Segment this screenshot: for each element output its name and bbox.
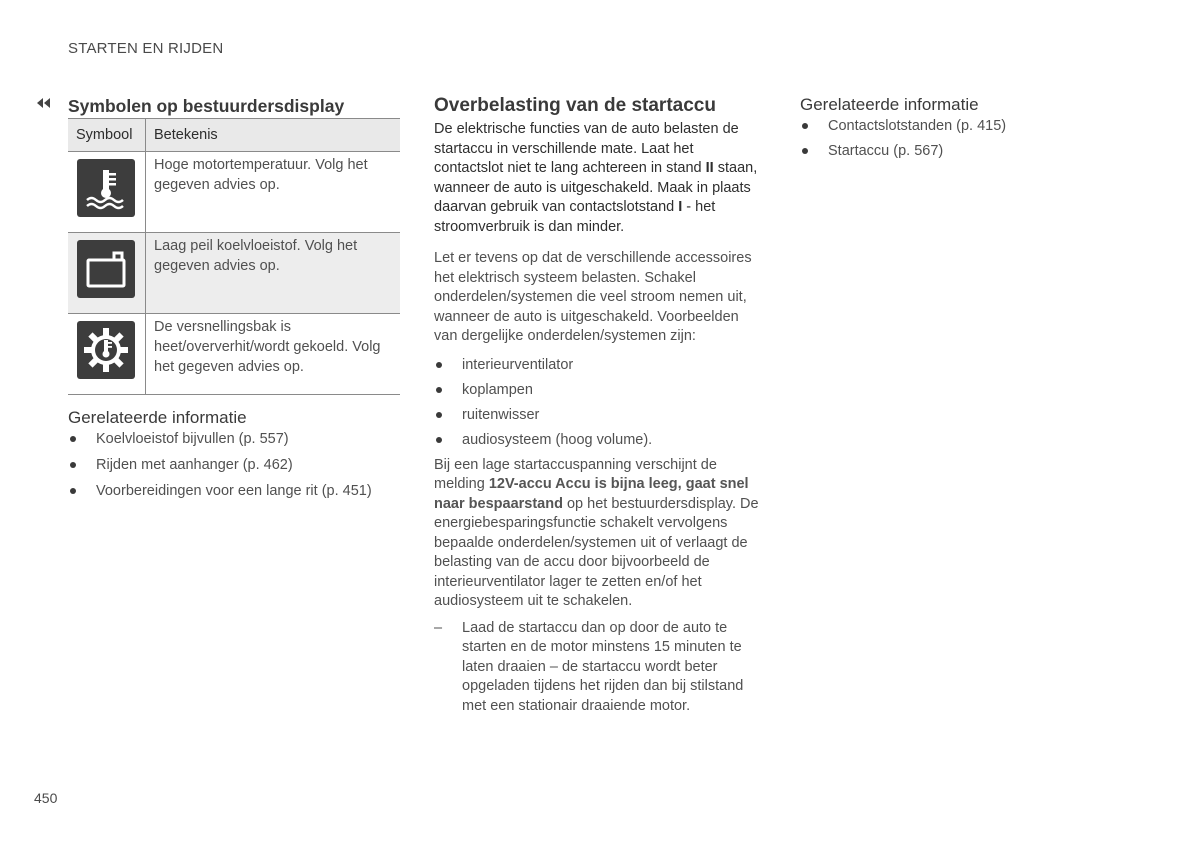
table-row	[68, 152, 400, 233]
step-marker: –	[434, 619, 443, 636]
table-header-row	[68, 119, 400, 152]
coolant-level-icon	[77, 240, 135, 298]
symbols-table	[68, 118, 400, 395]
battery-overload-section	[434, 94, 766, 716]
table-header-symbol: Symbool	[68, 119, 146, 152]
list-item[interactable]: Contactslotstanden (p. 415)	[800, 116, 1140, 136]
related-list	[68, 429, 400, 501]
table-row	[68, 233, 400, 314]
related-heading: Gerelateerde informatie	[68, 408, 247, 427]
row-text: Laag peil koelvloeistof. Volg het gegeven advies op.	[146, 233, 401, 314]
list-item: interieurventilator	[434, 355, 766, 375]
table-header-meaning: Betekenis	[146, 119, 401, 152]
coolant-temperature-icon	[77, 159, 135, 217]
display-message: 12V-accu Accu is bijna leeg, gaat snel naar bespaarstand	[434, 476, 749, 512]
charge-step: – Laad de startaccu dan op door de auto te starten en de motor minstens 15 minuten te laten draaien – de startaccu wordt beter opgeladen tijdens het rijden dan bij stilstand met een stationair draaiende motor.	[434, 619, 744, 714]
list-item[interactable]: Voorbereidingen voor een lange rit (p. 451)	[68, 481, 400, 501]
symbols-heading: Symbolen op bestuurdersdisplay	[68, 96, 345, 116]
previous-page-icon[interactable]	[34, 96, 54, 110]
row-text: Hoge motortemperatuur. Volg het gegeven advies op.	[146, 152, 401, 233]
page-number: 450	[34, 790, 58, 806]
related-info-section	[800, 94, 1140, 161]
row-text: De versnellingsbak is heet/oververhit/wordt gekoeld. Volg het gegeven advies op.	[146, 314, 401, 395]
list-item: ruitenwisser	[434, 405, 766, 425]
list-item[interactable]: Startaccu (p. 567)	[800, 141, 1140, 161]
low-voltage-paragraph: Bij een lage startaccuspanning verschijnt de melding 12V-accu Accu is bijna leeg, gaat snel naar bespaarstand op het bestuurdersdisplay. De energiebesparingsfunctie schakelt vervolgens bepaalde onderdelen/systemen uit of verlaagt de belasting van de accu door bijvoorbeeld de interieurventilator lager te zetten en/of het audiosysteem uit te schakelen.	[434, 456, 759, 609]
table-row	[68, 314, 400, 395]
intro-paragraph: De elektrische functies van de auto belasten de startaccu in verschillende mate. Laat het contactslot niet te lang achtereen in stand II staan, wanneer de auto is uitgeschakeld. Maak in plaats daarvan gebruik van contactslotstand I - het stroomverbruik is dan minder.	[434, 121, 758, 235]
symbols-section	[68, 94, 400, 501]
related-list	[800, 116, 1140, 161]
list-item[interactable]: Rijden met aanhanger (p. 462)	[68, 455, 400, 475]
accessories-paragraph: Let er tevens op dat de verschillende accessoires het elektrisch systeem belasten. Schakel onderdelen/systemen die veel stroom nemen uit, wanneer de auto is uitgeschakeld. Voorbeelden van dergelijke onderdelen/systemen zijn:	[434, 250, 752, 344]
gearbox-temperature-icon	[77, 321, 135, 379]
related-heading: Gerelateerde informatie	[800, 95, 979, 114]
list-item: koplampen	[434, 380, 766, 400]
accessories-list	[434, 355, 766, 450]
battery-overload-heading: Overbelasting van de startaccu	[434, 95, 716, 116]
list-item[interactable]: Koelvloeistof bijvullen (p. 557)	[68, 429, 400, 449]
chapter-header: STARTEN EN RIJDEN	[68, 40, 224, 57]
list-item: audiosysteem (hoog volume).	[434, 430, 766, 450]
